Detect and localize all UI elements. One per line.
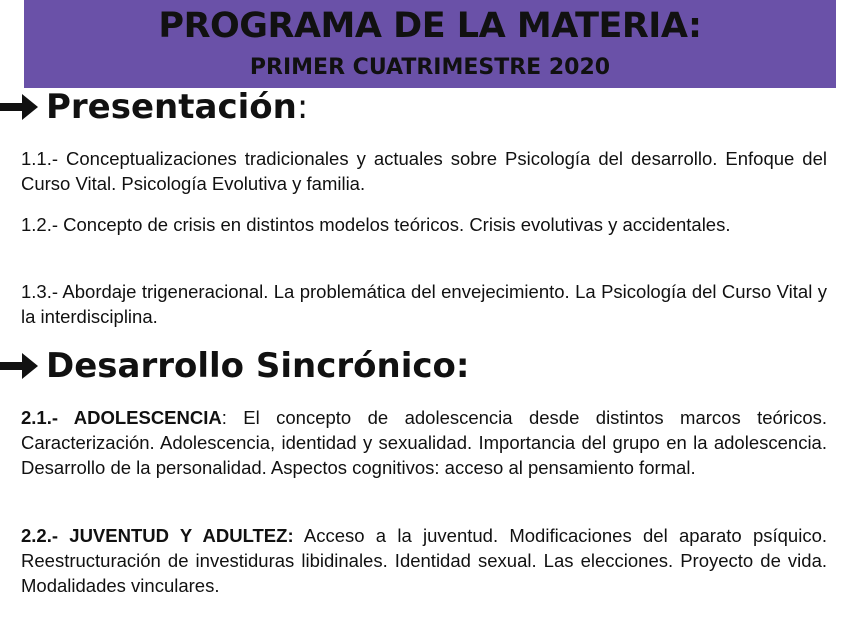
- section-heading-text: Desarrollo Sincrónico:: [46, 346, 470, 386]
- item-label: 2.1.- ADOLESCENCIA: [21, 407, 222, 428]
- section-heading-presentacion: [0, 87, 308, 127]
- paragraph-2-1: [21, 405, 827, 480]
- section-heading-colon: :: [296, 87, 309, 127]
- paragraph-2-2: [21, 523, 827, 598]
- paragraph-1-2: 1.2.- Concepto de crisis en distintos modelos teóricos. Crisis evolutivas y accidentales.: [21, 214, 731, 235]
- item-text: Acceso a la juventud. Modificaciones del aparato psíquico. Reestructuración de investiduras libidinales. Identidad sexual. Las elecciones. Proyecto de vida. Modalidades vinculares.: [21, 525, 827, 596]
- section-heading-text: Presentación: [46, 87, 297, 127]
- item-text: : El concepto de adolescencia desde distintos marcos teóricos. Caracterización. Adolescencia, identidad y sexualidad. Importancia del grupo en la adolescencia. Desarrollo de la personalidad. Aspectos cognitivos: acceso al pensamiento formal.: [21, 407, 828, 478]
- page-subtitle: PRIMER CUATRIMESTRE 2020: [249, 55, 611, 80]
- right-arrow-icon: [0, 351, 40, 381]
- title-banner: [24, 0, 836, 88]
- section-heading-desarrollo: [0, 346, 469, 386]
- page-title: PROGRAMA DE LA MATERIA:: [158, 6, 702, 46]
- right-arrow-icon: [0, 92, 40, 122]
- paragraph-1-1: 1.1.- Conceptualizaciones tradicionales y actuales sobre Psicología del desarrollo. Enfoque del Curso Vital. Psicología Evolutiva y familia.: [21, 148, 827, 194]
- item-label: 2.2.- JUVENTUD Y ADULTEZ:: [21, 525, 294, 546]
- paragraph-1-3: 1.3.- Abordaje trigeneracional. La problemática del envejecimiento. La Psicología del Curso Vital y la interdisciplina.: [21, 281, 827, 327]
